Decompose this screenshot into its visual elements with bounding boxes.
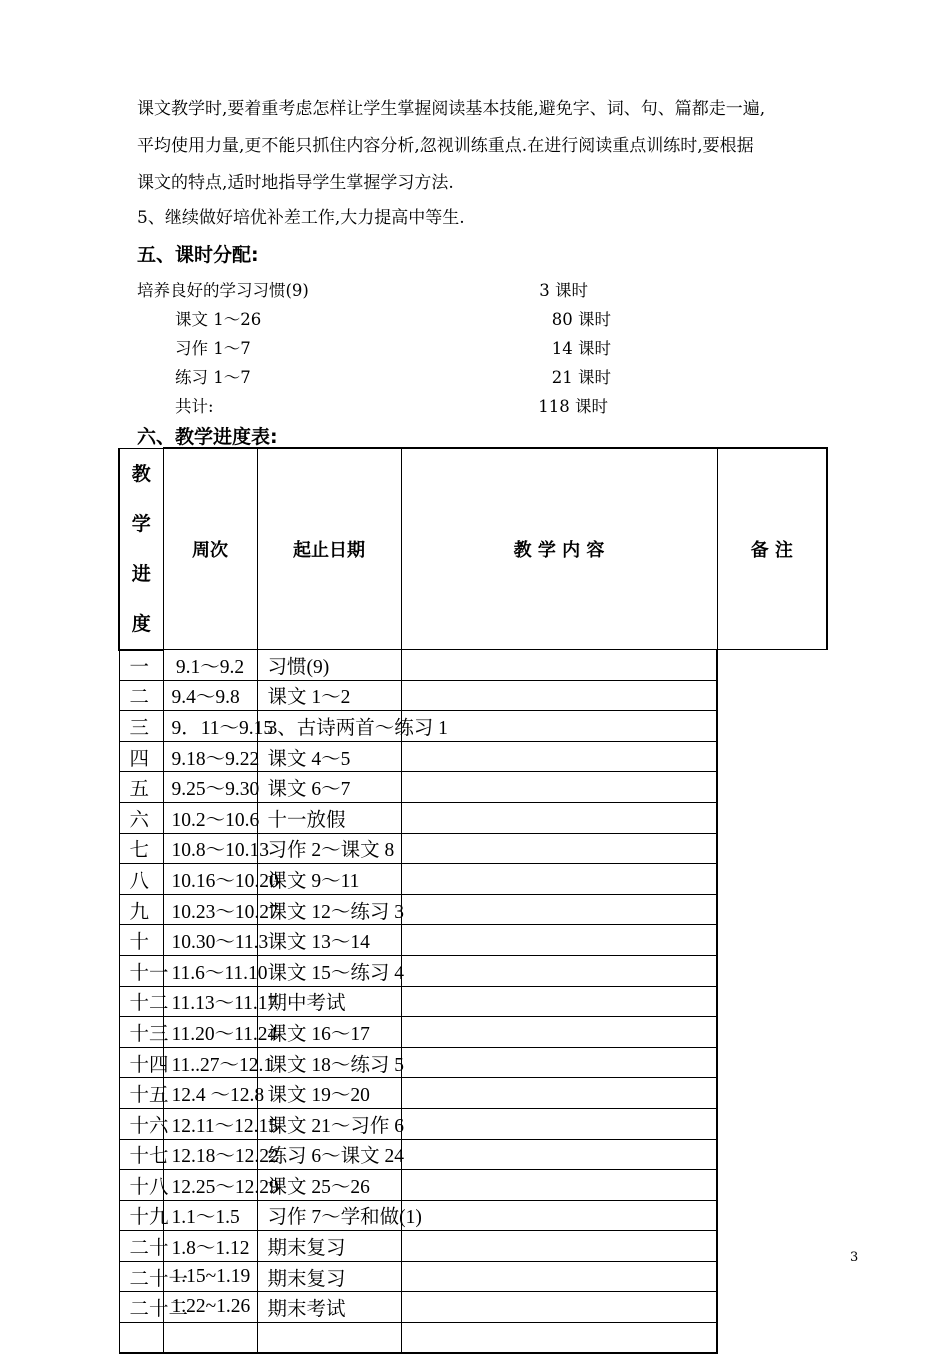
schedule-table — [118, 447, 826, 1321]
table-row — [119, 894, 827, 925]
table-row — [119, 986, 827, 1017]
table-row — [119, 1108, 827, 1139]
note-cell — [401, 802, 717, 833]
dates-cell: 9.25～9.30 — [163, 772, 257, 803]
table-row — [119, 925, 827, 956]
section6-heading: 六、教学进度表: — [137, 426, 278, 448]
week-cell: 十四 — [119, 1047, 163, 1078]
content-cell: 期中考试 — [257, 986, 401, 1017]
content-cell: 课文 18～练习 5 — [257, 1047, 401, 1078]
note-cell — [401, 1139, 717, 1170]
alloc-hours-exercises: 21 课时 — [551, 368, 611, 387]
content-cell: 习作 2～课文 8 — [257, 833, 401, 864]
content-cell: 课文 15～练习 4 — [257, 955, 401, 986]
note-cell — [401, 1108, 717, 1139]
col-content: 教 学 内 容 — [401, 448, 717, 650]
content-cell: 课文 25～26 — [257, 1170, 401, 1201]
alloc-hours-writing: 14 课时 — [551, 339, 611, 358]
table-row — [119, 1017, 827, 1048]
note-cell — [401, 1292, 717, 1323]
week-cell: 四 — [119, 741, 163, 772]
content-cell: 课文 4～5 — [257, 741, 401, 772]
dates-cell: 11.20～11.24 — [163, 1017, 257, 1048]
alloc-label-habits: 培养良好的学习习惯(9) — [137, 281, 309, 300]
content-cell: 课文 6～7 — [257, 772, 401, 803]
table-row — [119, 1200, 827, 1231]
week-cell: 六 — [119, 802, 163, 833]
table-row — [119, 1323, 827, 1354]
week-cell: 九 — [119, 894, 163, 925]
dates-cell: 10.2～10.6 — [163, 802, 257, 833]
dates-cell: 11.13～11.17 — [163, 986, 257, 1017]
col-week: 周次 — [163, 448, 257, 650]
alloc-label-writing: 习作 1～7 — [175, 339, 251, 358]
content-cell: 期末考试 — [257, 1292, 401, 1323]
table-row — [119, 1292, 827, 1323]
content-cell: 期末复习 — [257, 1231, 401, 1262]
week-cell: 一 — [119, 650, 163, 681]
dates-cell: 12.25～12.29 — [163, 1170, 257, 1201]
content-cell: 3、古诗两首～练习 1 — [257, 711, 401, 742]
dates-cell: 10.30～11.3 — [163, 925, 257, 956]
content-cell: 习惯(9) — [257, 650, 401, 681]
table-header-row — [119, 448, 827, 650]
dates-cell — [163, 1323, 257, 1354]
week-cell: 二十 — [119, 1231, 163, 1262]
content-cell: 课文 1～2 — [257, 680, 401, 711]
week-cell: 十七 — [119, 1139, 163, 1170]
paragraph-line-4: 5、继续做好培优补差工作,大力提高中等生. — [137, 208, 465, 228]
week-cell: 十二 — [119, 986, 163, 1017]
dates-cell: 9.1～9.2 — [163, 650, 257, 681]
note-cell — [401, 1078, 717, 1109]
week-cell: 十六 — [119, 1108, 163, 1139]
content-cell: 课文 13～14 — [257, 925, 401, 956]
col-dates: 起止日期 — [257, 448, 401, 650]
alloc-label-exercises: 练习 1～7 — [175, 368, 251, 387]
dates-cell: 10.23～10.27 — [163, 894, 257, 925]
week-cell: 八 — [119, 864, 163, 895]
week-cell: 十三 — [119, 1017, 163, 1048]
week-cell: 二十二 — [119, 1292, 163, 1323]
table-row — [119, 802, 827, 833]
table-row — [119, 1139, 827, 1170]
week-cell: 二 — [119, 680, 163, 711]
table-row — [119, 955, 827, 986]
note-cell — [401, 1231, 717, 1262]
note-cell — [401, 894, 717, 925]
note-cell — [401, 955, 717, 986]
week-cell: 五 — [119, 772, 163, 803]
table-row — [119, 1047, 827, 1078]
table-row — [119, 711, 827, 742]
dates-cell: 9.18～9.22 — [163, 741, 257, 772]
alloc-label-total: 共计: — [175, 397, 214, 416]
dates-cell: 11.6～11.10 — [163, 955, 257, 986]
table-row — [119, 741, 827, 772]
dates-cell: 1.22~1.26 — [163, 1292, 257, 1323]
col-note: 备 注 — [717, 448, 827, 650]
dates-cell: 1.8～1.12 — [163, 1231, 257, 1262]
week-cell: 十 — [119, 925, 163, 956]
content-cell: 课文 21～习作 6 — [257, 1108, 401, 1139]
table-row — [119, 864, 827, 895]
table-row — [119, 1078, 827, 1109]
week-cell: 三 — [119, 711, 163, 742]
page-number: 3 — [850, 1250, 859, 1265]
note-cell — [401, 772, 717, 803]
content-cell — [257, 1323, 401, 1354]
dates-cell: 1.15~1.19 — [163, 1261, 257, 1292]
content-cell: 课文 16～17 — [257, 1017, 401, 1048]
content-cell: 期末复习 — [257, 1261, 401, 1292]
note-cell — [401, 1047, 717, 1078]
table-row — [119, 1231, 827, 1262]
content-cell: 课文 19～20 — [257, 1078, 401, 1109]
paragraph-line-2: 平均使用力量,更不能只抓住内容分析,忽视训练重点.在进行阅读重点训练时,要根据 — [137, 136, 754, 156]
table-row — [119, 1170, 827, 1201]
dates-cell: 9．11～9.15 — [163, 711, 257, 742]
alloc-label-lessons: 课文 1～26 — [175, 310, 262, 329]
week-cell: 十一 — [119, 955, 163, 986]
alloc-hours-total: 118 课时 — [538, 397, 608, 416]
note-cell — [401, 1017, 717, 1048]
table-row — [119, 772, 827, 803]
week-cell: 七 — [119, 833, 163, 864]
side-label — [119, 448, 163, 650]
section5-heading: 五、课时分配: — [137, 244, 259, 266]
note-cell — [401, 650, 717, 681]
content-cell: 练习 6～课文 24 — [257, 1139, 401, 1170]
content-cell: 课文 12～练习 3 — [257, 894, 401, 925]
note-cell — [401, 864, 717, 895]
alloc-hours-habits: 3 课时 — [539, 281, 588, 300]
note-cell — [401, 1261, 717, 1292]
note-cell — [401, 986, 717, 1017]
dates-cell: 12.11～12.15 — [163, 1108, 257, 1139]
table-row — [119, 650, 827, 681]
content-cell: 习作 7～学和做(1) — [257, 1200, 401, 1231]
paragraph-line-1: 课文教学时,要着重考虑怎样让学生掌握阅读基本技能,避免字、词、句、篇都走一遍, — [137, 99, 766, 119]
note-cell — [401, 741, 717, 772]
side-label-text: 教学进度 — [131, 462, 151, 635]
table-row — [119, 1261, 827, 1292]
week-cell: 二十一 — [119, 1261, 163, 1292]
note-cell — [401, 1200, 717, 1231]
note-cell — [401, 925, 717, 956]
week-cell: 十九 — [119, 1200, 163, 1231]
note-cell — [401, 833, 717, 864]
note-cell — [401, 1170, 717, 1201]
note-cell — [401, 1323, 717, 1354]
dates-cell: 10.16～10.20 — [163, 864, 257, 895]
alloc-hours-lessons: 80 课时 — [551, 310, 611, 329]
dates-cell: 1.1～1.5 — [163, 1200, 257, 1231]
table-row — [119, 833, 827, 864]
dates-cell: 11..27～12.1 — [163, 1047, 257, 1078]
content-cell: 课文 9～11 — [257, 864, 401, 895]
dates-cell: 12.4 ～12.8 — [163, 1078, 257, 1109]
week-cell — [119, 1323, 163, 1354]
note-cell — [401, 680, 717, 711]
week-cell: 十五 — [119, 1078, 163, 1109]
table-row — [119, 680, 827, 711]
week-cell: 十八 — [119, 1170, 163, 1201]
dates-cell: 9.4～9.8 — [163, 680, 257, 711]
dates-cell: 12.18～12.22 — [163, 1139, 257, 1170]
paragraph-line-3: 课文的特点,适时地指导学生掌握学习方法. — [137, 173, 454, 193]
note-cell — [401, 711, 717, 742]
dates-cell: 10.8～10.13 — [163, 833, 257, 864]
content-cell: 十一放假 — [257, 802, 401, 833]
